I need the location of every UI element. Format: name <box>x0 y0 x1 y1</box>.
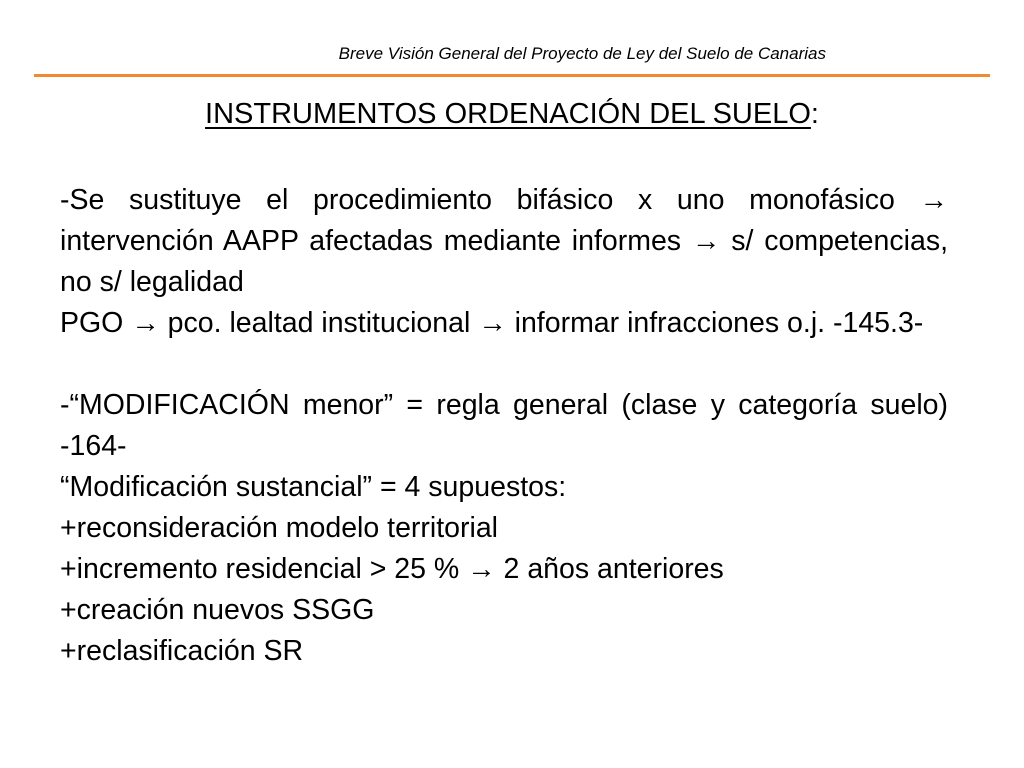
line-reclasificacion: +reclasificación SR <box>60 635 304 667</box>
slide-content <box>60 180 948 672</box>
line-incremento: +incremento residencial > 25 % → 2 años anteriores <box>60 553 724 585</box>
header-title: Breve Visión General del Proyecto de Ley del Suelo de Canarias <box>338 44 826 63</box>
line-reconsideracion: +reconsideración modelo territorial <box>60 512 499 544</box>
line-creacion: +creación nuevos SSGG <box>60 594 375 626</box>
header-divider <box>34 74 990 77</box>
paragraph-modification-menor: -“MODIFICACIÓN menor” = regla general (clase y categoría suelo) -164- <box>60 389 948 462</box>
paragraph-pgo: PGO → pco. lealtad institucional → informar infracciones o.j. -145.3- <box>60 307 924 339</box>
slide-title-colon: : <box>810 98 819 130</box>
paragraph-procedure: -Se sustituye el procedimiento bifásico x uno monofásico → intervención AAPP afectadas mediante informes → s/ competencias, no s/ legalidad <box>60 184 948 298</box>
slide-title <box>0 98 1024 131</box>
line-modification-sustancial: “Modificación sustancial” = 4 supuestos: <box>60 471 567 503</box>
spacer <box>60 344 948 385</box>
slide-title-text: INSTRUMENTOS ORDENACIÓN DEL SUELO <box>205 98 811 130</box>
